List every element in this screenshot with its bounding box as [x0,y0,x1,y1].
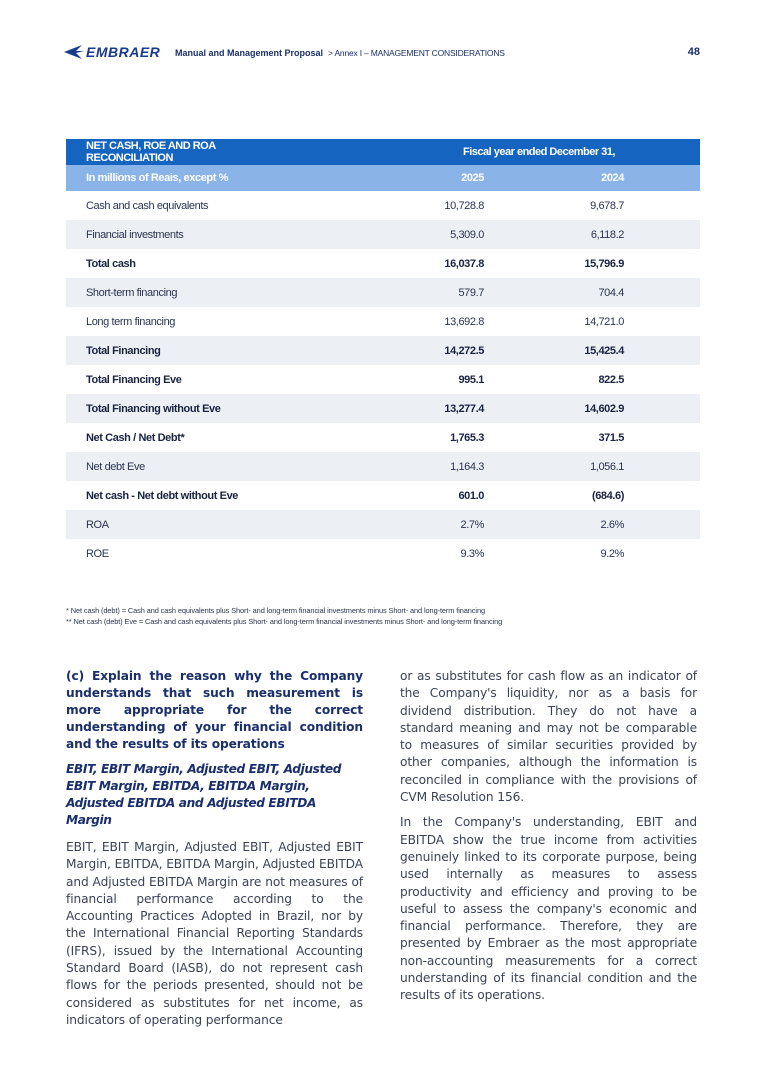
table-body [66,191,700,568]
table-row [66,220,700,249]
period-header: Fiscal year ended December 31, [304,139,700,165]
row-label: Short-term financing [66,278,304,307]
row-label: Long term financing [86,315,176,328]
row-label: Financial investments [66,220,304,249]
row-label: Total cash [86,257,136,270]
table-row [66,365,700,394]
value-2024: 14,602.9 [484,394,700,423]
table-row [66,510,700,539]
year-header-2025: 2025 [304,165,484,191]
paragraph-2: or as substitutes for cash flow as an indicator of the Company's liquidity, nor as a basis for dividend distribution. They do not have a standard meaning and may not be comparable to measures of similar securities provided by other companies, although the information is reconciled in compliance with the provisions of CVM Resolution 156. [400,669,697,805]
value-2024: 9,678.7 [590,199,624,212]
value-2025: 2.7% [304,510,484,539]
footnotes [66,605,706,627]
unit-label: In millions of Reais, except % [66,165,304,191]
value-2025: 5,309.0 [304,220,484,249]
table-title: NET CASH, ROE AND ROA RECONCILIATION [66,139,304,165]
value-2025: 995.1 [458,373,484,386]
value-2024: 1,056.1 [484,452,700,481]
page-number: 48 [687,46,700,58]
right-column [400,668,697,1013]
paragraph-1: EBIT, EBIT Margin, Adjusted EBIT, Adjusted EBIT Margin, EBITDA, EBITDA Margin, Adjusted EBITDA and Adjusted EBITDA Margin are not measures of financial performance according to the Accounting Practices Adopted in Brazil, nor by the International Financial Reporting Standards (IFRS), issued by the International Accounting Standard Board (IASB), do not represent cash flows for the periods presented, should not be considered as substitutes for net income, as indicators of operating performance [66,840,363,1027]
year-header-2024: 2024 [484,165,700,191]
section-subheading: EBIT, EBIT Margin, Adjusted EBIT, Adjusted EBIT Margin, EBITDA, EBITDA Margin, Adjusted EBITDA and Adjusted EBITDA Margin [66,762,342,827]
table-row [66,191,700,220]
value-2025: 601.0 [458,489,484,502]
row-label: ROE [86,547,109,560]
value-2024: 2.6% [484,510,700,539]
value-2025: 13,277.4 [304,394,484,423]
table-subheader-row [66,165,700,191]
left-column [66,668,363,1037]
table-row [66,394,700,423]
document-title: Manual and Management Proposal [175,48,324,58]
value-2025: 10,728.8 [444,199,484,212]
table-title-row [66,139,700,165]
footnote-net-cash-eve: ** Net cash (debt) Eve = Cash and cash equivalents plus Short- and long-term financial investments minus Short- and long-term financing [66,617,503,626]
table-row [66,336,700,365]
brand-logo [64,44,160,60]
row-label: ROA [66,510,304,539]
value-2024: 9.2% [600,547,624,560]
value-2025: 14,272.5 [304,336,484,365]
table-row [66,539,700,568]
value-2025: 16,037.8 [444,257,484,270]
value-2024: 15,796.9 [584,257,624,270]
row-label: Cash and cash equivalents [86,199,209,212]
value-2024: 6,118.2 [484,220,700,249]
table-row [66,278,700,307]
row-label: Net cash - Net debt without Eve [86,489,239,502]
value-2024: (684.6) [591,489,624,502]
section-heading: (c) Explain the reason why the Company understands that such measurement is more appropriate for the correct understanding of your financial condition and the results of its operations [66,669,363,751]
section-breadcrumb: > Annex I – MANAGEMENT CONSIDERATIONS [328,48,505,58]
value-2024: 371.5 [598,431,624,444]
reconciliation-table [66,139,700,568]
row-label: Net debt Eve [66,452,304,481]
value-2025: 9.3% [460,547,484,560]
page-header [64,44,704,64]
paragraph-3: In the Company's understanding, EBIT and EBITDA show the true income from activities genuinely linked to its corporate purpose, being used internally as measures to assess productivity and efficiency and proving to be useful to assess the company's economic and financial performance. Therefore, they are presented by Embraer as the most appropriate non-accounting measurements for a correct understanding of its financial condition and the results of its operations. [400,815,697,1003]
value-2024: 14,721.0 [584,315,624,328]
table-row [66,481,700,510]
value-2025: 1,765.3 [450,431,484,444]
row-label: Total Financing without Eve [66,394,304,423]
footnote-net-cash: * Net cash (debt) = Cash and cash equivalents plus Short- and long-term financial investments minus Short- and long-term financing [66,606,485,615]
table-row [66,249,700,278]
value-2025: 1,164.3 [304,452,484,481]
table-row [66,307,700,336]
table-row [66,423,700,452]
value-2024: 15,425.4 [484,336,700,365]
value-2025: 579.7 [304,278,484,307]
value-2025: 13,692.8 [444,315,484,328]
table-row [66,452,700,481]
value-2024: 822.5 [598,373,624,386]
value-2024: 704.4 [484,278,700,307]
row-label: Total Financing Eve [86,373,182,386]
embraer-wing-icon [64,45,84,59]
row-label: Total Financing [66,336,304,365]
row-label: Net Cash / Net Debt* [86,431,185,444]
brand-name: EMBRAER [86,44,161,60]
